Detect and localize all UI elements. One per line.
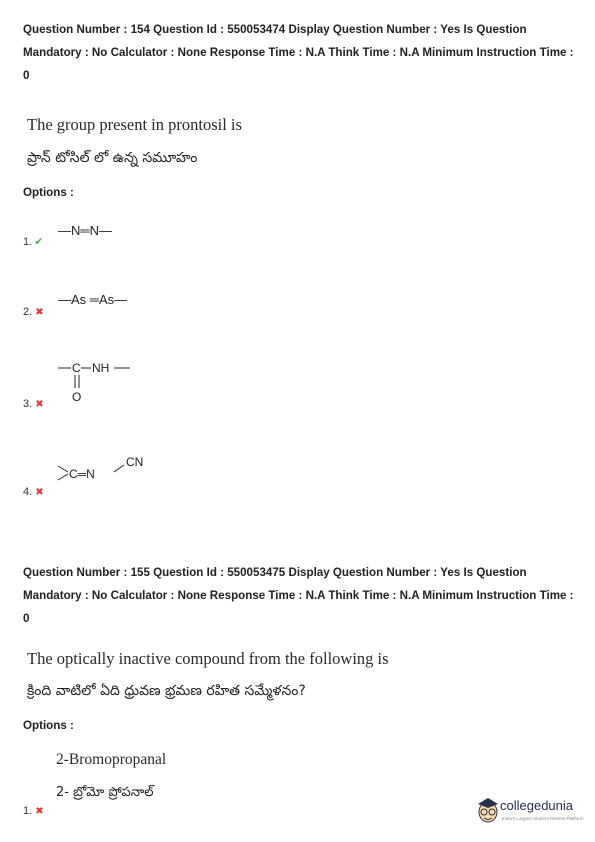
- option-1-structure: —N═N—: [58, 223, 112, 238]
- option-1-text-te: 2- బ్రోమో ప్రోపనాల్: [56, 785, 154, 800]
- option-number: 3.: [23, 398, 33, 410]
- carbon-label: C: [72, 361, 81, 375]
- nh-label: NH: [92, 361, 110, 375]
- options-heading: Options :: [23, 719, 74, 732]
- option-1[interactable]: [23, 235, 43, 248]
- logo-name: collegedunia: [500, 798, 574, 813]
- option-4-structure: [56, 452, 156, 492]
- cn-label: CN: [126, 455, 144, 469]
- cn-double-label: C═N: [69, 467, 95, 481]
- logo-tagline: India's Largest Student Review Platform: [502, 816, 584, 821]
- option-3-structure: [58, 358, 158, 408]
- check-icon: ✔: [34, 236, 44, 248]
- collegedunia-logo: [476, 796, 590, 832]
- option-1[interactable]: [23, 805, 44, 817]
- option-3[interactable]: [23, 398, 44, 410]
- option-4[interactable]: [23, 486, 44, 498]
- cross-icon: ✖: [35, 307, 44, 318]
- cross-icon: ✖: [35, 399, 44, 410]
- cross-icon: ✖: [35, 806, 44, 817]
- option-number: 1.: [23, 805, 33, 817]
- option-2[interactable]: [23, 306, 44, 318]
- option-number: 4.: [23, 486, 33, 498]
- mascot-icon: [476, 796, 500, 826]
- option-number: 2.: [23, 306, 33, 318]
- question-text-te: క్రింది వాటిలో ఏది ధ్రువణ భ్రమణ రహిత సమ్మేళనం?: [27, 683, 306, 699]
- question-text-en: The group present in prontosil is: [27, 115, 242, 134]
- question-meta: Question Number : 155 Question Id : 550053475 Display Question Number : Yes Is Question Mandatory : No Calculator : None Response Time : N.A Think Time : N.A Minimum Instruction Time : 0: [23, 566, 574, 625]
- option-1-text-en: 2-Bromopropanal: [56, 751, 167, 768]
- options-heading: Options :: [23, 186, 74, 199]
- question-text-te: ప్రాన్ టోసిల్ లో ఉన్న సమూహం: [27, 150, 198, 166]
- cross-icon: ✖: [35, 487, 44, 498]
- option-2-structure: —As ═As—: [58, 292, 128, 307]
- option-number: 1.: [23, 236, 33, 248]
- question-meta: Question Number : 154 Question Id : 550053474 Display Question Number : Yes Is Question Mandatory : No Calculator : None Response Time : N.A Think Time : N.A Minimum Instruction Time : 0: [23, 23, 574, 82]
- question-text-en: The optically inactive compound from the following is: [27, 649, 389, 668]
- oxygen-label: O: [72, 390, 82, 404]
